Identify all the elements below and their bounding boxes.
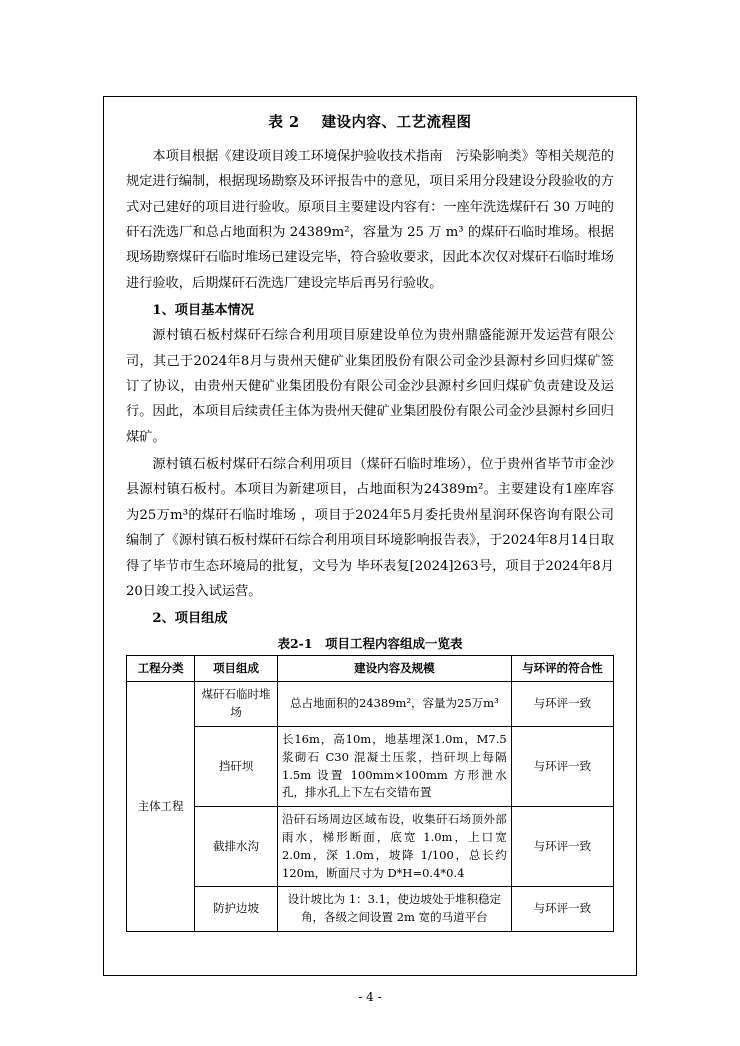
title-label: 表 2 <box>268 114 300 131</box>
title-text: 建设内容、工艺流程图 <box>321 114 472 131</box>
section-heading-2: 2、项目组成 <box>152 611 228 627</box>
page-number: - 4 - <box>358 990 382 1004</box>
component-cell: 截排水沟 <box>195 807 278 887</box>
table-row <box>127 682 614 727</box>
page-inner <box>104 97 636 942</box>
component-cell: 挡矸坝 <box>195 726 278 806</box>
compliance-cell: 与环评一致 <box>511 887 613 932</box>
compliance-cell: 与环评一致 <box>511 682 613 727</box>
paragraph-2: 源村镇石板村煤矸石综合利用项目原建设单位为贵州鼎盛能源开发运营有限公司，其己于2024年8月与贵州天健矿业集团股份有限公司金沙县源村乡回归煤矿签订了协议，由贵州天健矿业集团股份有限公司金沙县源村乡回归煤矿负责建设及运行。因此，本项目后续责任主体为贵州天健矿业集团股份有限公司金沙县源村乡回归煤矿。 <box>126 328 614 445</box>
table-header-row <box>127 655 614 682</box>
table-header-cell: 与环评的符合性 <box>511 655 613 682</box>
table-row <box>127 887 614 932</box>
project-composition-table <box>126 655 614 933</box>
component-cell: 防护边坡 <box>195 887 278 932</box>
content-cell: 长16m，高10m，地基埋深1.0m，M7.5 浆砌石 C30 混凝土压浆，挡矸坝上每隔 1.5m 设置 100mm×100mm 方形泄水孔，排水孔上下左右交错布置 <box>277 726 511 806</box>
paragraph-1: 本项目根据《建设项目竣工环境保护验收技术指南 污染影响类》等相关规范的规定进行编制，根据现场勘察及环评报告中的意见，项目采用分段建设分段验收的方式对己建好的项目进行验收。原项目主要建设内容有：一座年洗选煤矸石 30 万吨的矸石洗选厂和总占地面积为 24389m²，容量为 25 万 m³ 的煤矸石临时堆场。根据现场勘察煤矸石临时堆场已建设完毕，符合验收要求，因此本次仅对煤矸石临时堆场进行验收，后期煤矸石洗选厂建设完毕后再另行验收。 <box>126 149 614 291</box>
section-heading-1: 1、项目基本情况 <box>152 303 254 319</box>
paragraph-3: 源村镇石板村煤矸石综合利用项目（煤矸石临时堆场），位于贵州省毕节市金沙县源村镇石板村。本项目为新建项目，占地面积为24389m²。主要建设有1座库容为25万m³的煤矸石临时堆场 ，项目于2024年5月委托贵州星润环保咨询有限公司编制了《源村镇石板村煤矸石综合利用项目环境影响报告表》，于2024年8月14日取得了毕节市生态环境局的批复，文号为 毕环表复[2024]263号，项目于2024年8月20日竣工投入试运营。 <box>126 457 614 599</box>
compliance-cell: 与环评一致 <box>511 807 613 887</box>
component-cell: 煤矸石临时堆场 <box>195 682 278 727</box>
row-group-label: 主体工程 <box>127 682 195 932</box>
content-cell: 沿矸石场周边区域布设，收集矸石场顶外部雨水，梯形断面，底宽 1.0m，上口宽 2.0m，深 1.0m，坡降 1/100，总长约 120m，断面尺寸为 D*H=0.4*0.4 <box>277 807 511 887</box>
table-header-cell: 工程分类 <box>127 655 195 682</box>
content-cell: 设计坡比为 1：3.1，使边坡处于堆积稳定角，各级之间设置 2m 宽的马道平台 <box>277 887 511 932</box>
page-title <box>126 111 614 132</box>
content-cell: 总占地面积的24389m²，容量为25万m³ <box>277 682 511 727</box>
table-header-cell: 项目组成 <box>195 655 278 682</box>
table-row <box>127 807 614 887</box>
page-content-frame <box>103 96 637 976</box>
table-header-cell: 建设内容及规模 <box>277 655 511 682</box>
compliance-cell: 与环评一致 <box>511 726 613 806</box>
table-caption: 表2-1 项目工程内容组成一览表 <box>277 635 463 651</box>
table-row <box>127 726 614 806</box>
